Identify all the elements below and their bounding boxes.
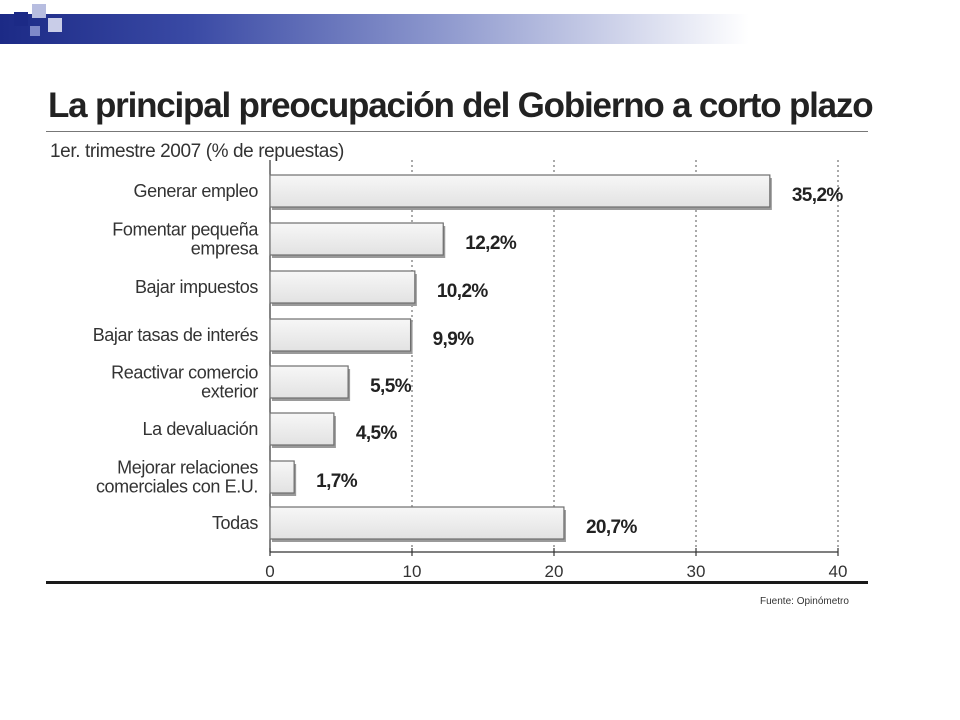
x-tick-label-30: 30 xyxy=(686,562,706,581)
source-note: Fuente: Opinómetro xyxy=(760,596,849,607)
category-label-3: Bajar tasas de interés xyxy=(92,325,258,345)
value-label-5: 4,5% xyxy=(355,423,397,444)
value-label-0: 35,2% xyxy=(791,185,843,206)
bar-0 xyxy=(270,175,770,207)
category-label-2: Bajar impuestos xyxy=(134,277,258,297)
x-tick-label-40: 40 xyxy=(828,562,848,581)
value-label-2: 10,2% xyxy=(436,281,488,302)
bar-2 xyxy=(270,271,415,303)
bottom-rule xyxy=(46,581,868,584)
bar-1 xyxy=(270,223,443,255)
value-label-4: 5,5% xyxy=(370,376,412,397)
value-label-1: 12,2% xyxy=(465,233,517,254)
grid-lines xyxy=(270,160,838,556)
bar-4 xyxy=(270,366,348,398)
category-label-0: Generar empleo xyxy=(133,181,258,201)
category-label-6: Mejorar relaciones comerciales con E.U. xyxy=(95,457,258,497)
x-tick-label-20: 20 xyxy=(544,562,564,581)
category-label-5: La devaluación xyxy=(142,419,258,439)
bar-3 xyxy=(270,319,411,351)
x-tick-label-10: 10 xyxy=(402,562,422,581)
value-label-6: 1,7% xyxy=(316,471,358,492)
chart-title: La principal preocupación del Gobierno a corto plazo xyxy=(48,86,873,125)
category-label-7: Todas xyxy=(211,513,258,533)
category-label-1: Fomentar pequeña empresa xyxy=(112,219,258,259)
bar-6 xyxy=(270,461,294,493)
bar-7 xyxy=(270,507,564,539)
category-label-4: Reactivar comercio exterior xyxy=(111,362,258,402)
x-tick-label-0: 0 xyxy=(265,562,275,581)
bar-5 xyxy=(270,413,334,445)
value-label-7: 20,7% xyxy=(585,517,637,538)
value-label-3: 9,9% xyxy=(432,329,474,350)
chart-subtitle: 1er. trimestre 2007 (% de repuestas) xyxy=(50,141,344,162)
